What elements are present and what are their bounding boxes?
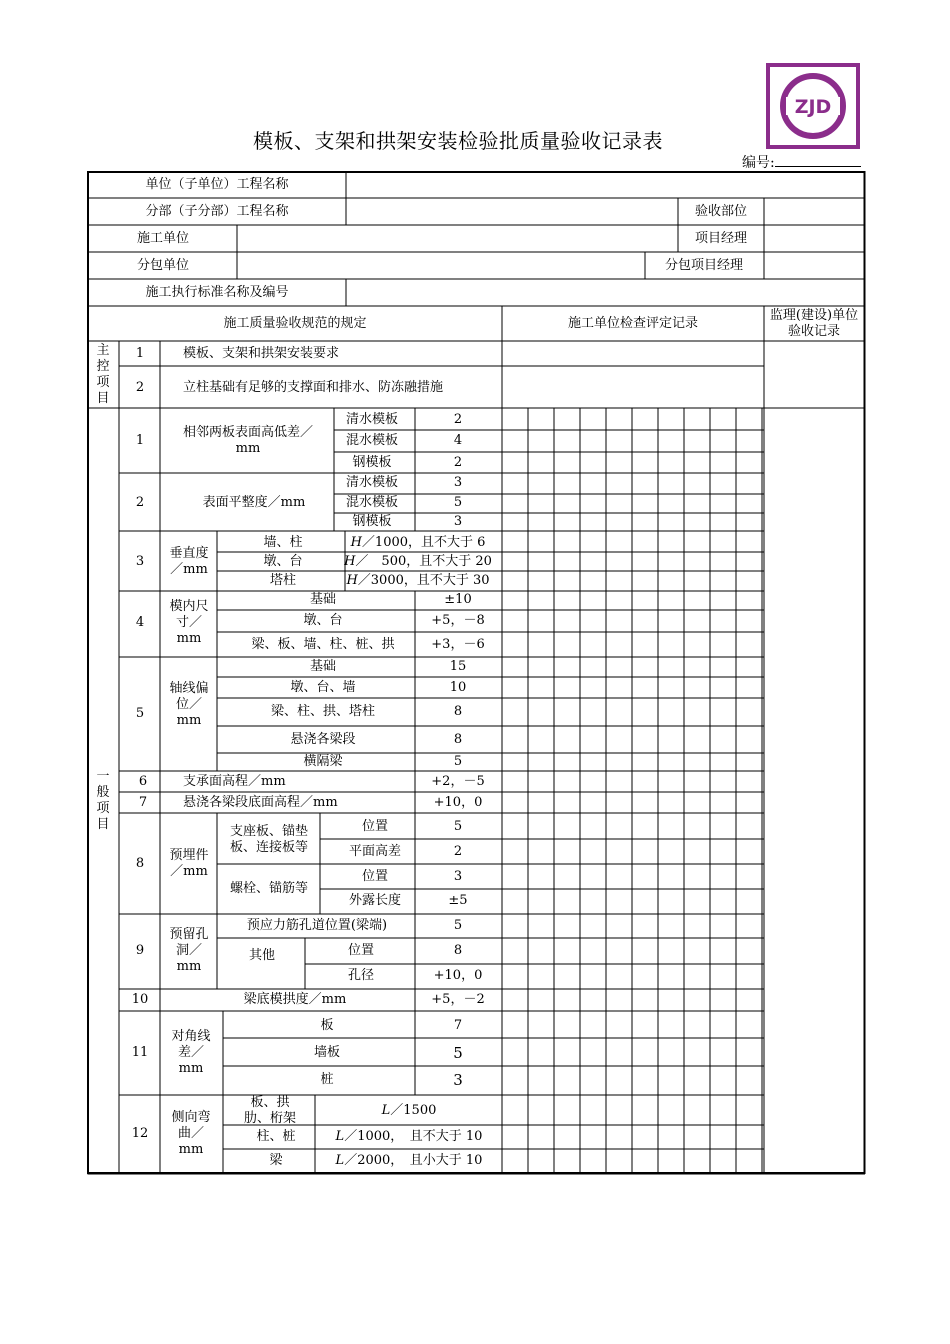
item-10-name: 梁底模拱度／mm — [243, 992, 347, 1007]
main-items-label: 主控项目 — [96, 343, 110, 406]
item-7-name: 悬浇各梁段底面高程／mm — [183, 795, 338, 810]
subcontract-unit-label: 分包单位 — [136, 258, 190, 273]
item-11-value-1: 7 — [453, 1018, 463, 1033]
item-5-sub-3: 梁、柱、拱、塔柱 — [270, 704, 376, 719]
item-2-value-1: 3 — [453, 475, 463, 490]
item-1-no: 1 — [135, 433, 145, 448]
item-3-value-1: H／1000，且不大于 6 — [350, 535, 486, 550]
item-2-sub-2: 混水模板 — [345, 495, 399, 510]
item-10-no: 10 — [131, 992, 149, 1007]
item-12-sub-3: 梁 — [269, 1153, 283, 1168]
item-11-value-3: 3 — [453, 1071, 463, 1089]
item-7-no: 7 — [138, 795, 148, 810]
item-11-sub-3: 桩 — [320, 1072, 334, 1087]
item-9-other: 其他 — [248, 948, 276, 963]
item-3-sub-1: 墙、柱 — [263, 535, 303, 550]
serial-label: 编号: — [742, 155, 775, 171]
item-12-value-3: L／2000， 且小大于 10 — [335, 1153, 483, 1168]
item-9-sub-1: 位置 — [347, 943, 375, 958]
item-9-r1-label: 预应力筋孔道位置(梁端) — [246, 918, 388, 933]
item-4-sub-2: 墩、台 — [303, 613, 343, 628]
item-8-value-3: 3 — [453, 869, 463, 884]
item-1-sub-3: 钢模板 — [352, 455, 392, 470]
table-grid — [87, 171, 866, 1175]
item-12-name: 侧向弯曲／mm — [171, 1110, 211, 1157]
item-8-sub-3: 位置 — [361, 869, 389, 884]
unit-project-label: 单位（子单位）工程名称 — [145, 177, 289, 192]
item-4-value-2: +5，－8 — [431, 613, 485, 628]
check-column-header: 施工单位检查评定记录 — [567, 316, 699, 331]
item-4-sub-1: 基础 — [309, 592, 337, 607]
item-8-name: 预埋件／mm — [169, 848, 209, 879]
main-item-2-no: 2 — [135, 380, 145, 395]
item-4-name: 模内尺寸／mm — [169, 599, 209, 646]
item-11-value-2: 5 — [453, 1044, 463, 1062]
item-3-no: 3 — [135, 554, 145, 569]
item-3-sub-2: 墩、台 — [263, 554, 303, 569]
item-5-value-5: 5 — [453, 754, 463, 769]
item-11-name: 对角线差／mm — [171, 1029, 211, 1076]
page-title: 模板、支架和拱架安装检验批质量验收记录表 — [253, 129, 663, 153]
item-3-name: 垂直度／mm — [169, 546, 209, 577]
item-9-value-1: 8 — [453, 943, 463, 958]
item-7-value: +10，0 — [433, 795, 483, 810]
item-8-value-4: ±5 — [448, 893, 468, 908]
acceptance-part-label: 验收部位 — [694, 204, 748, 219]
item-9-r1-value: 5 — [453, 918, 463, 933]
item-12-sub-1: 板、拱肋、桁架 — [243, 1095, 296, 1126]
inspection-table — [87, 171, 866, 1175]
item-1-value-3: 2 — [453, 455, 463, 470]
logo-text: ZJD — [794, 96, 832, 118]
serial-blank[interactable] — [775, 153, 861, 167]
item-8-no: 8 — [135, 856, 145, 871]
item-5-sub-5: 横隔梁 — [303, 754, 343, 769]
item-5-sub-2: 墩、台、墙 — [290, 680, 356, 695]
project-manager-label: 项目经理 — [694, 231, 748, 246]
item-3-sub-3: 塔柱 — [269, 573, 297, 588]
main-item-2-text: 立柱基础有足够的支撑面和排水、防冻融措施 — [183, 380, 444, 395]
item-5-sub-1: 基础 — [309, 659, 337, 674]
item-8-sub-2: 平面高差 — [348, 844, 402, 859]
item-2-sub-1: 清水模板 — [345, 475, 399, 490]
item-12-no: 12 — [131, 1126, 149, 1141]
serial-number — [742, 152, 861, 172]
item-9-sub-2: 孔径 — [347, 968, 375, 983]
item-6-value: +2，－5 — [431, 774, 485, 789]
item-8-value-2: 2 — [453, 844, 463, 859]
item-11-sub-1: 板 — [320, 1018, 334, 1033]
company-logo — [766, 63, 860, 149]
item-5-name: 轴线偏位／mm — [169, 681, 209, 728]
item-4-value-1: ±10 — [444, 592, 472, 607]
spec-column-header: 施工质量验收规范的规定 — [223, 316, 367, 331]
item-2-name: 表面平整度／mm — [202, 495, 306, 510]
item-4-no: 4 — [135, 615, 145, 630]
item-5-value-2: 10 — [449, 680, 467, 695]
standard-label: 施工执行标准名称及编号 — [145, 285, 289, 300]
item-1-name: 相邻两板表面高低差／mm — [182, 425, 313, 456]
item-3-value-3: H／3000，且不大于 30 — [346, 573, 490, 588]
item-3-value-2: H／ 500，且不大于 20 — [344, 554, 492, 569]
item-9-no: 9 — [135, 943, 145, 958]
item-5-value-4: 8 — [453, 732, 463, 747]
item-11-no: 11 — [131, 1045, 149, 1060]
item-6-no: 6 — [138, 774, 148, 789]
item-12-value-2: L／1000， 且不大于 10 — [335, 1129, 483, 1144]
item-12-sub-2: 柱、桩 — [256, 1129, 296, 1144]
item-5-value-3: 8 — [453, 704, 463, 719]
item-5-value-1: 15 — [449, 659, 467, 674]
item-2-no: 2 — [135, 495, 145, 510]
item-2-value-2: 5 — [453, 495, 463, 510]
item-12-value-1: L／1500 — [381, 1103, 437, 1118]
item-8-group-1: 支座板、锚垫板、连接板等 — [229, 824, 308, 855]
item-8-value-1: 5 — [453, 819, 463, 834]
main-item-1-no: 1 — [135, 346, 145, 361]
item-2-sub-3: 钢模板 — [352, 514, 392, 529]
item-10-value: +5，－2 — [431, 992, 485, 1007]
supervisor-column-header: 监理(建设)单位验收记录 — [769, 308, 859, 339]
sub-project-label: 分部（子分部）工程名称 — [145, 204, 289, 219]
item-1-sub-2: 混水模板 — [345, 433, 399, 448]
item-6-name: 支承面高程／mm — [183, 774, 286, 789]
construction-unit-label: 施工单位 — [136, 231, 190, 246]
item-5-sub-4: 悬浇各梁段 — [290, 732, 356, 747]
general-items-label: 一般项目 — [96, 769, 110, 832]
item-4-value-3: +3，－6 — [431, 637, 485, 652]
item-4-sub-3: 梁、板、墙、柱、桩、拱 — [251, 637, 395, 652]
item-1-value-1: 2 — [453, 412, 463, 427]
item-9-value-2: +10，0 — [433, 968, 483, 983]
item-1-value-2: 4 — [453, 433, 463, 448]
item-5-no: 5 — [135, 706, 145, 721]
item-8-group-2: 螺栓、锚筋等 — [229, 881, 308, 896]
item-8-sub-4: 外露长度 — [348, 893, 402, 908]
item-2-value-3: 3 — [453, 514, 463, 529]
main-item-1-text: 模板、支架和拱架安装要求 — [183, 346, 340, 361]
item-1-sub-1: 清水模板 — [345, 412, 399, 427]
item-11-sub-2: 墙板 — [313, 1045, 341, 1060]
subcontract-manager-label: 分包项目经理 — [664, 258, 744, 273]
item-8-sub-1: 位置 — [361, 819, 389, 834]
item-9-name: 预留孔洞／mm — [169, 927, 209, 974]
